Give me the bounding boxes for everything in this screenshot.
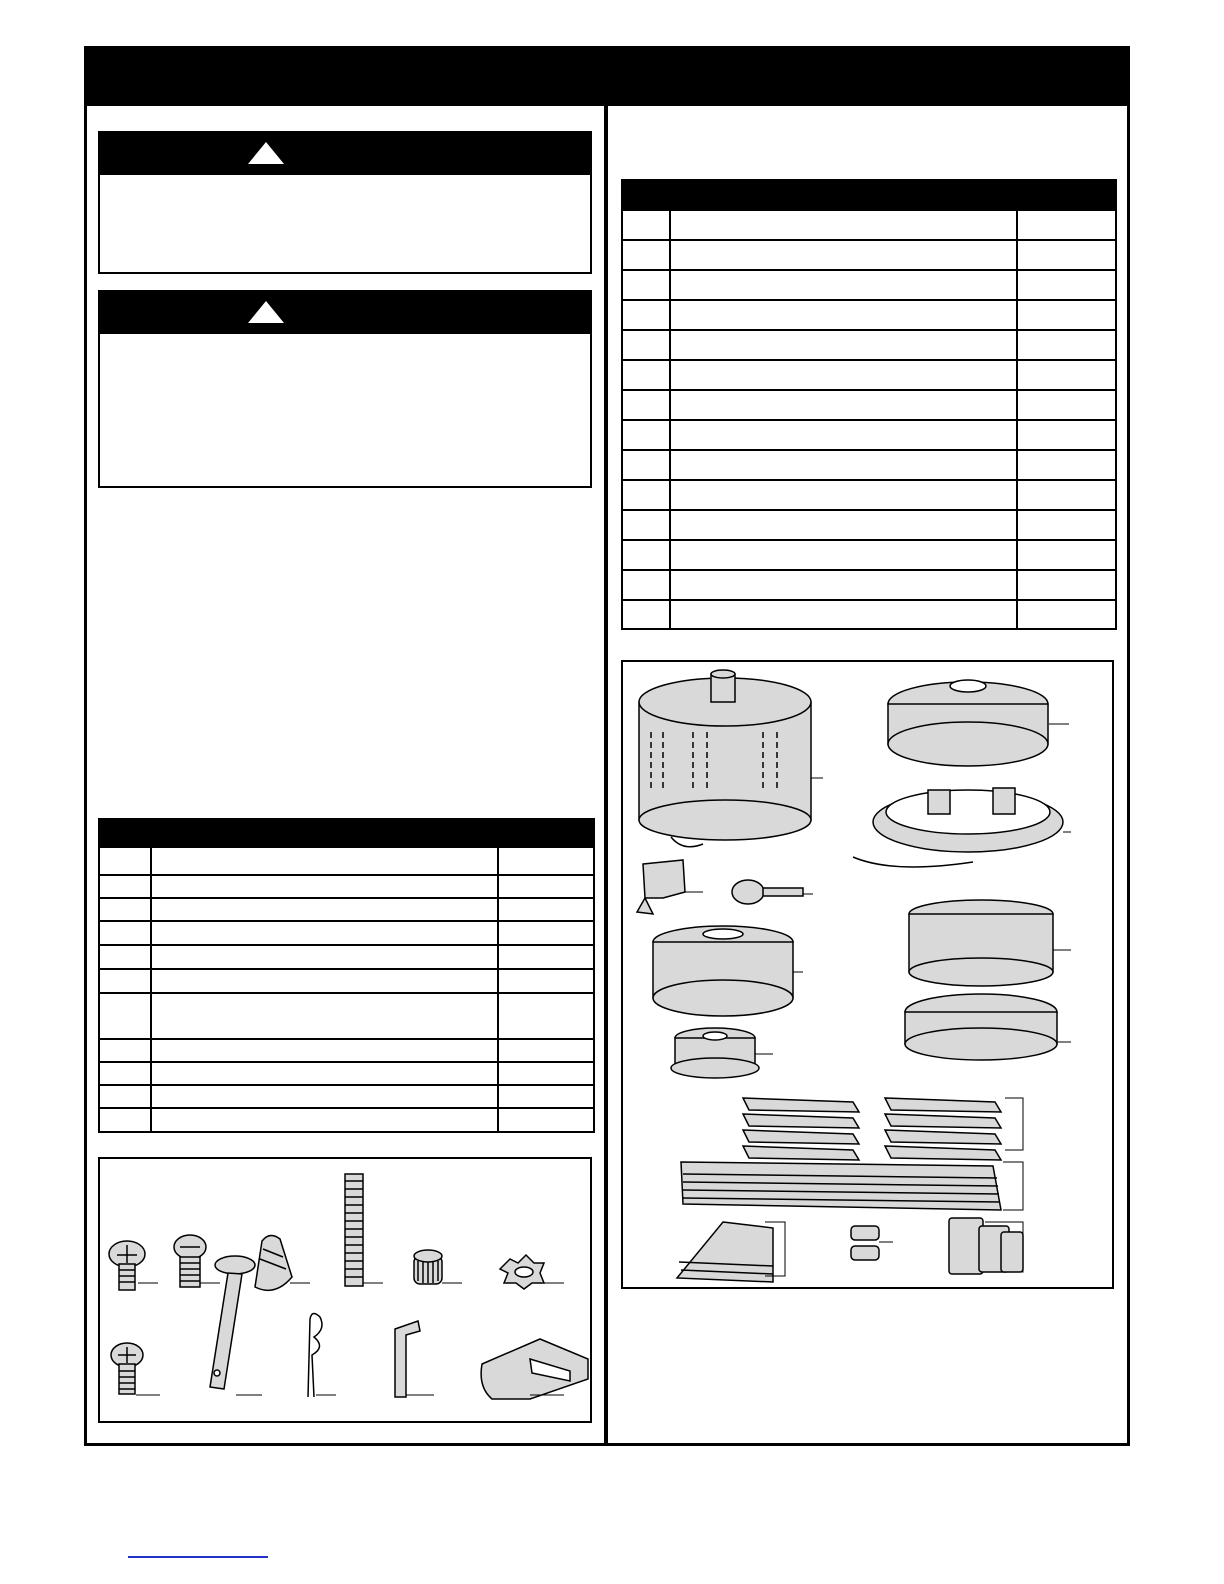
coupling-cover-icon xyxy=(671,1028,759,1078)
table-row xyxy=(622,240,1116,270)
parts-figure xyxy=(621,660,1114,1289)
blade-arms-set-b-icon xyxy=(885,1098,1001,1160)
light-glass-icon xyxy=(909,900,1053,986)
parts-table xyxy=(621,179,1117,630)
table-row xyxy=(622,360,1116,390)
table-row xyxy=(99,1039,594,1062)
table-row xyxy=(622,570,1116,600)
table-row xyxy=(99,875,594,898)
connectors-icon xyxy=(851,1226,879,1260)
table-row xyxy=(622,510,1116,540)
table-header-row xyxy=(99,819,594,847)
table-row xyxy=(622,270,1116,300)
table-header-row xyxy=(622,180,1116,210)
canopy-top-icon xyxy=(888,680,1048,766)
blades-stack-icon xyxy=(681,1162,1001,1210)
table-row xyxy=(99,969,594,993)
remote-control-icon xyxy=(949,1218,1023,1274)
blade-balancing-clip-icon xyxy=(481,1339,588,1399)
hardware-figure xyxy=(98,1157,592,1423)
blade-flags-stack-icon xyxy=(677,1222,773,1282)
table-row xyxy=(99,898,594,921)
warning-header-2 xyxy=(100,292,590,334)
hardware-figure-svg xyxy=(100,1159,594,1425)
table-row xyxy=(99,1108,594,1132)
footer-link-underline[interactable] xyxy=(128,1556,268,1558)
table-row xyxy=(622,300,1116,330)
blade-arms-set-a-icon xyxy=(743,1098,859,1160)
table-row xyxy=(99,847,594,875)
table-row xyxy=(622,600,1116,629)
hex-key-icon xyxy=(395,1321,420,1397)
header-band xyxy=(84,46,1130,106)
parts-figure-svg xyxy=(623,662,1116,1291)
warning-triangle-icon xyxy=(248,301,284,323)
star-washer-icon xyxy=(500,1255,544,1289)
screw-icon xyxy=(174,1235,206,1287)
hairpin-clip-icon xyxy=(308,1313,322,1397)
warning-box-1 xyxy=(98,131,592,274)
table-row xyxy=(622,390,1116,420)
switch-housing-icon xyxy=(653,926,793,1016)
table-row xyxy=(622,420,1116,450)
threaded-rod-icon xyxy=(345,1174,363,1286)
table-row xyxy=(99,993,594,1039)
table-row xyxy=(622,480,1116,510)
table-row xyxy=(622,330,1116,360)
wire-nut-icon xyxy=(255,1235,292,1290)
table-row xyxy=(99,921,594,945)
warning-header-1 xyxy=(100,133,590,175)
table-row xyxy=(99,1062,594,1085)
hanger-bracket-icon xyxy=(637,860,685,914)
table-row xyxy=(622,450,1116,480)
clevis-pin-icon xyxy=(210,1256,255,1389)
screw-icon xyxy=(111,1343,143,1394)
mounting-plate-icon xyxy=(853,788,1063,867)
hardware-table xyxy=(98,818,595,1133)
ball-hanger-icon xyxy=(732,880,803,904)
table-row xyxy=(99,1085,594,1108)
motor-housing-icon xyxy=(639,670,811,847)
column-divider xyxy=(604,106,608,1446)
table-row xyxy=(99,945,594,969)
light-cover-icon xyxy=(905,994,1057,1060)
warning-triangle-icon xyxy=(248,142,284,164)
table-row xyxy=(622,210,1116,240)
warning-box-2 xyxy=(98,290,592,488)
table-row xyxy=(622,540,1116,570)
knurled-nut-icon xyxy=(414,1250,442,1284)
